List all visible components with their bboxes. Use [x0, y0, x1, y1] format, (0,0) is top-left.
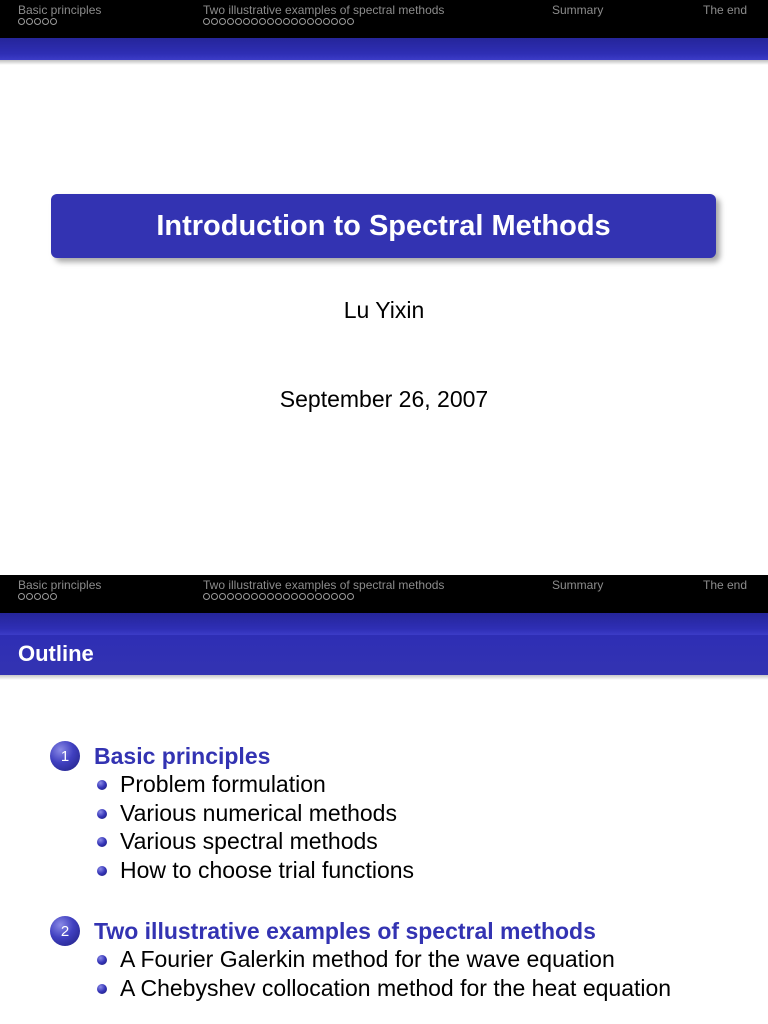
list-item[interactable]: A Fourier Galerkin method for the wave equation: [97, 946, 615, 973]
nav-dot[interactable]: [347, 18, 354, 25]
list-item[interactable]: Various spectral methods: [97, 828, 378, 855]
nav-dot[interactable]: [283, 18, 290, 25]
navigation-bar: [0, 575, 768, 613]
nav-section-examples[interactable]: Two illustrative examples of spectral methods: [203, 3, 445, 17]
nav-dot[interactable]: [26, 593, 33, 600]
nav-dot[interactable]: [315, 593, 322, 600]
list-item[interactable]: A Chebyshev collocation method for the heat equation: [97, 975, 671, 1002]
section-number-ball: 1: [50, 741, 80, 771]
nav-dot[interactable]: [323, 18, 330, 25]
navigation-band: [0, 38, 768, 60]
date: September 26, 2007: [279, 386, 489, 412]
nav-dot[interactable]: [219, 18, 226, 25]
nav-dot[interactable]: [291, 18, 298, 25]
nav-dot[interactable]: [299, 18, 306, 25]
nav-dot[interactable]: [203, 18, 210, 25]
nav-dot[interactable]: [227, 18, 234, 25]
nav-dot[interactable]: [331, 593, 338, 600]
outline-slide: [0, 575, 768, 1024]
bullet-icon: [97, 780, 107, 790]
nav-dot[interactable]: [211, 18, 218, 25]
nav-dot[interactable]: [339, 18, 346, 25]
bullet-icon: [97, 809, 107, 819]
nav-section-the-end[interactable]: The end: [703, 3, 748, 17]
nav-dot[interactable]: [50, 18, 57, 25]
nav-dot[interactable]: [219, 593, 226, 600]
nav-dot[interactable]: [275, 18, 282, 25]
nav-dot[interactable]: [235, 593, 242, 600]
nav-dot[interactable]: [227, 593, 234, 600]
nav-dot[interactable]: [34, 593, 41, 600]
outline-section-2[interactable]: [50, 916, 596, 946]
title-box: [51, 194, 716, 258]
author: Lu Yixin: [343, 297, 425, 323]
nav-dot[interactable]: [26, 18, 33, 25]
list-item[interactable]: Problem formulation: [97, 771, 326, 798]
nav-dot[interactable]: [307, 18, 314, 25]
nav-dot[interactable]: [42, 18, 49, 25]
nav-dot[interactable]: [251, 18, 258, 25]
nav-dot[interactable]: [307, 593, 314, 600]
nav-dot[interactable]: [339, 593, 346, 600]
nav-dot[interactable]: [235, 18, 242, 25]
nav-dot[interactable]: [299, 593, 306, 600]
nav-section-basic-principles[interactable]: Basic principles: [18, 578, 102, 592]
nav-dots-basic-principles: [18, 593, 57, 600]
frame-title: Outline: [18, 641, 94, 666]
nav-dot[interactable]: [243, 18, 250, 25]
nav-dot[interactable]: [331, 18, 338, 25]
nav-dot[interactable]: [291, 593, 298, 600]
nav-dot[interactable]: [211, 593, 218, 600]
presentation-title: Introduction to Spectral Methods: [156, 209, 611, 242]
nav-dot[interactable]: [42, 593, 49, 600]
nav-dot[interactable]: [315, 18, 322, 25]
outline-section-title[interactable]: Basic principles: [94, 742, 271, 769]
nav-dot[interactable]: [347, 593, 354, 600]
nav-dot[interactable]: [203, 593, 210, 600]
nav-section-summary[interactable]: Summary: [552, 578, 604, 592]
section-number-ball: 2: [50, 916, 80, 946]
list-item[interactable]: How to choose trial functions: [97, 857, 414, 884]
nav-dot[interactable]: [34, 18, 41, 25]
nav-dot[interactable]: [251, 593, 258, 600]
nav-dot[interactable]: [275, 593, 282, 600]
bullet-icon: [97, 984, 107, 994]
nav-dot[interactable]: [283, 593, 290, 600]
nav-section-examples[interactable]: Two illustrative examples of spectral methods: [203, 578, 445, 592]
bullet-icon: [97, 955, 107, 965]
nav-dot[interactable]: [267, 18, 274, 25]
nav-dot[interactable]: [267, 593, 274, 600]
navigation-band: [0, 613, 768, 635]
nav-dot[interactable]: [50, 593, 57, 600]
frame-title-bar: [0, 635, 768, 675]
nav-section-basic-principles[interactable]: Basic principles: [18, 3, 102, 17]
bullet-icon: [97, 866, 107, 876]
nav-dot[interactable]: [18, 18, 25, 25]
nav-dot[interactable]: [323, 593, 330, 600]
list-item[interactable]: Various numerical methods: [97, 800, 397, 827]
nav-section-summary[interactable]: Summary: [552, 3, 604, 17]
outline-section-title[interactable]: Two illustrative examples of spectral methods: [94, 917, 596, 944]
nav-section-the-end[interactable]: The end: [703, 578, 748, 592]
nav-dot[interactable]: [243, 593, 250, 600]
navigation-bar: [0, 0, 768, 38]
nav-dot[interactable]: [18, 593, 25, 600]
nav-dots-basic-principles: [18, 18, 57, 25]
outline-section-1[interactable]: [50, 741, 270, 771]
nav-dot[interactable]: [259, 18, 266, 25]
nav-dots-examples: [203, 18, 354, 25]
bullet-icon: [97, 837, 107, 847]
nav-dot[interactable]: [259, 593, 266, 600]
nav-dots-examples: [203, 593, 354, 600]
